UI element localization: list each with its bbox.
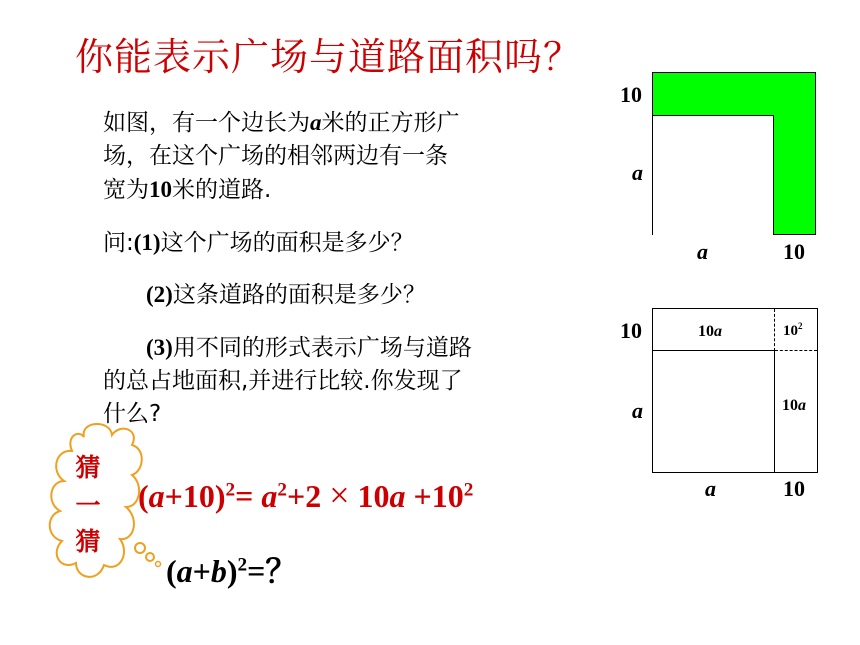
question-1 <box>103 226 563 260</box>
intro-var-a: a <box>310 110 322 135</box>
page-title: 你能表示广场与道路面积吗？ <box>75 35 583 79</box>
diagram-1-road-right <box>773 115 815 234</box>
f2-rest: =？ <box>247 553 298 589</box>
f1-eq: = <box>235 478 262 514</box>
intro-paragraph <box>103 106 563 207</box>
diagram-2-cell-right <box>782 397 806 415</box>
diagram-1-label-bottom-10: 10 <box>783 239 805 264</box>
question-3-line-2: 的总占地面积,并进行比较.你发现了 <box>103 368 463 394</box>
cell-right-num: 10 <box>782 397 798 414</box>
question-2-number: (2) <box>146 282 173 307</box>
f1-plus2: +2 <box>286 478 330 514</box>
intro-width-number: 10 <box>149 177 172 202</box>
f2-close: ) <box>226 553 238 589</box>
diagram-2-cell-corner <box>783 323 803 340</box>
diagram-1-label-left: a <box>632 160 643 185</box>
question-3 <box>103 331 563 431</box>
f1-a: a <box>148 478 165 514</box>
f2-exp: 2 <box>237 554 248 576</box>
guess-label-1: 猜 <box>75 453 101 482</box>
f1-times: × <box>329 475 350 515</box>
diagram-1-outer-square <box>652 72 816 235</box>
diagram-2-label-left: a <box>632 398 643 423</box>
f1-a3: a <box>389 478 406 514</box>
guess-label-2: 一 <box>75 491 101 520</box>
intro-line-1-post: 米的正方形广 <box>321 110 460 136</box>
question-3-line-3: 什么? <box>103 401 162 427</box>
cell-top-mid-num: 10 <box>698 323 714 340</box>
cell-corner-exp: 2 <box>798 321 803 331</box>
f2-open: ( <box>166 553 177 589</box>
formula-expansion <box>138 474 473 516</box>
diagram-1-label-top: 10 <box>620 82 642 107</box>
intro-line-1-pre: 如图，有一个边长为 <box>103 110 310 136</box>
question-2 <box>146 278 566 312</box>
cell-right-var: a <box>798 397 806 414</box>
f1-exp3: 2 <box>463 479 474 501</box>
cell-top-mid-var: a <box>714 323 722 340</box>
question-1-number: (1) <box>133 230 161 255</box>
diagram-2-plaza <box>653 350 775 472</box>
intro-line-1 <box>103 106 563 140</box>
intro-line-2: 场，在这个广场的相邻两边有一条 <box>103 143 448 169</box>
guess-label-3: 猜 <box>75 527 101 556</box>
question-3-line-1 <box>103 331 563 365</box>
intro-line-3 <box>103 173 563 207</box>
diagram-2-label-top: 10 <box>620 318 642 343</box>
f1-exp: 2 <box>225 479 236 501</box>
diagram-2-cell-top-middle <box>698 323 722 341</box>
question-3-line-1-text: 用不同的形式表示广场与道路 <box>172 335 472 361</box>
formula-question <box>166 546 297 592</box>
cell-corner-base: 10 <box>783 323 798 339</box>
f1-ten: 10 <box>349 478 390 514</box>
diagram-2-dashed-horizontal <box>775 350 817 351</box>
diagram-2-label-bottom-10: 10 <box>783 476 805 501</box>
f1-plus10: +10) <box>164 478 226 514</box>
intro-line-3-post: 米的道路. <box>172 177 272 203</box>
diagram-2-label-bottom-a: a <box>705 476 716 501</box>
f1-a2: a <box>261 478 278 514</box>
diagram-1-label-bottom-a: a <box>697 239 708 264</box>
question-1-text: 这个广场的面积是多少？ <box>160 230 414 256</box>
question-prefix: 问: <box>103 230 134 256</box>
f2-b: b <box>210 553 227 589</box>
intro-line-3-pre: 宽为 <box>103 177 149 203</box>
diagram-1-plaza <box>653 115 774 235</box>
question-2-text: 这条道路的面积是多少？ <box>172 282 426 308</box>
diagram-2-dashed-vertical <box>774 309 775 351</box>
f2-a: a <box>176 553 193 589</box>
f1-plus: +10 <box>405 478 464 514</box>
f1-exp2: 2 <box>277 479 287 501</box>
f1-open: ( <box>138 478 149 514</box>
f2-plus: + <box>192 553 211 589</box>
question-3-number: (3) <box>146 335 173 360</box>
diagram-1-road-top <box>653 73 815 115</box>
